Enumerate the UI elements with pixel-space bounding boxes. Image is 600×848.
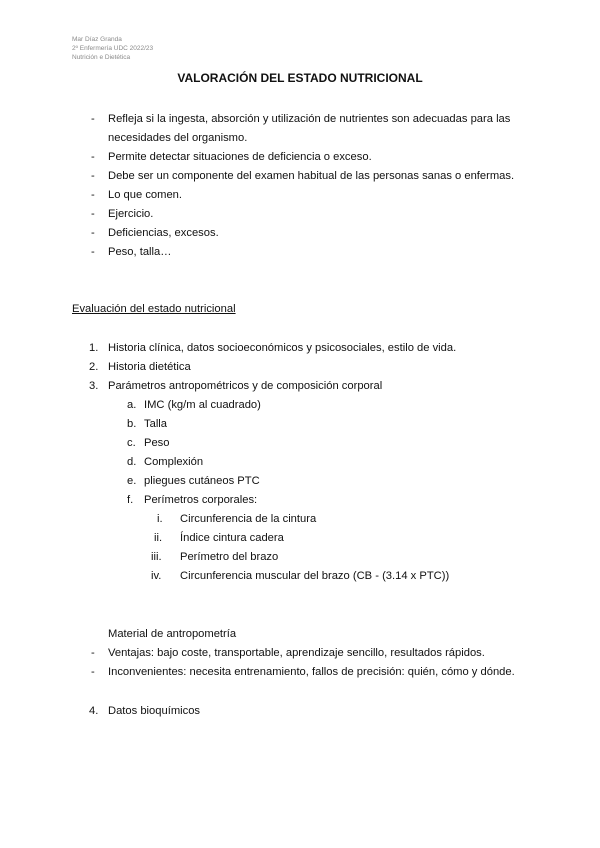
list-bullet: - xyxy=(91,189,95,201)
list-item: Peso, talla… xyxy=(108,246,172,258)
list-item: Talla xyxy=(144,418,168,430)
list-item: Ventajas: bajo coste, transportable, aprendizaje sencillo, resultados rápidos. xyxy=(108,647,485,659)
list-item: Complexión xyxy=(144,456,204,468)
list-item: Circunferencia muscular del brazo (CB - (3.14 x PTC)) xyxy=(180,570,450,582)
list-item: Inconvenientes: necesita entrenamiento, fallos de precisión: quién, cómo y dónde. xyxy=(108,666,515,678)
list-item: Refleja si la ingesta, absorción y utilización de nutrientes son adecuadas para las xyxy=(108,113,511,125)
list-roman: iii. xyxy=(151,551,162,563)
list-letter: e. xyxy=(127,475,137,487)
list-item: Permite detectar situaciones de deficiencia o exceso. xyxy=(108,151,372,163)
list-bullet: - xyxy=(91,227,95,239)
list-item: Perímetros corporales: xyxy=(144,494,258,506)
list-item: Índice cintura cadera xyxy=(180,532,284,544)
list-bullet: - xyxy=(91,151,95,163)
list-number: 4. xyxy=(89,705,99,717)
subject-name: Nutrición e Dietética xyxy=(72,54,131,61)
list-bullet: - xyxy=(91,246,95,258)
material-heading: Material de antropometría xyxy=(108,628,237,640)
list-letter: f. xyxy=(127,494,134,506)
list-number: 3. xyxy=(89,380,99,392)
list-roman: i. xyxy=(157,513,163,525)
list-item: Ejercicio. xyxy=(108,208,154,220)
author-name: Mar Díaz Granda xyxy=(72,36,122,43)
list-item: Circunferencia de la cintura xyxy=(180,513,317,525)
list-item: Debe ser un componente del examen habitual de las personas sanas o enfermas. xyxy=(108,170,515,182)
list-bullet: - xyxy=(91,666,95,678)
list-item: Datos bioquímicos xyxy=(108,705,201,717)
list-item: Deficiencias, excesos. xyxy=(108,227,219,239)
list-letter: c. xyxy=(127,437,136,449)
list-item: pliegues cutáneos PTC xyxy=(144,475,260,487)
list-item: Historia clínica, datos socioeconómicos y psicosociales, estilo de vida. xyxy=(108,342,457,354)
list-bullet: - xyxy=(91,170,95,182)
course-info: 2º Enfermería UDC 2022/23 xyxy=(72,45,154,52)
list-item: Historia dietética xyxy=(108,361,191,373)
list-letter: a. xyxy=(127,399,137,411)
list-roman: iv. xyxy=(151,570,162,582)
list-item: Parámetros antropométricos y de composición corporal xyxy=(108,380,383,392)
list-letter: b. xyxy=(127,418,137,430)
list-item: Peso xyxy=(144,437,170,449)
document-header xyxy=(72,35,153,62)
list-item: IMC (kg/m al cuadrado) xyxy=(144,399,261,411)
list-bullet: - xyxy=(91,208,95,220)
list-roman: ii. xyxy=(154,532,163,544)
list-number: 2. xyxy=(89,361,99,373)
list-item: Lo que comen. xyxy=(108,189,183,201)
list-letter: d. xyxy=(127,456,137,468)
list-bullet: - xyxy=(91,647,95,659)
list-item: Perímetro del brazo xyxy=(180,551,279,563)
list-bullet: - xyxy=(91,113,95,125)
section-heading: Evaluación del estado nutricional xyxy=(72,303,236,315)
page-title: VALORACIÓN DEL ESTADO NUTRICIONAL xyxy=(177,71,423,85)
list-number: 1. xyxy=(89,342,99,354)
list-item-continuation: necesidades del organismo. xyxy=(108,132,248,144)
